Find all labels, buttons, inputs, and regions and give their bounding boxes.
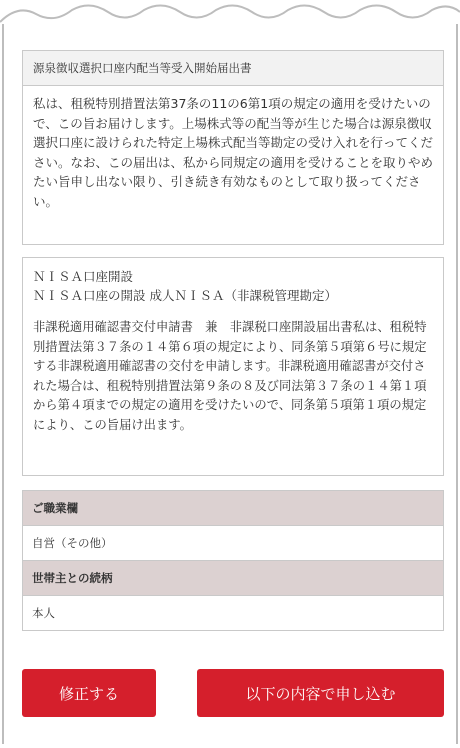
nisa-notice-body: 非課税適用確認書交付申請書 兼 非課税口座開設届出書私は、租税特別措置法第３７条の１４第６項の規定により、同条第５項第６号に規定する非課税適用確認書の交付を申請します。非課税適用確認書が交付された場合は、租税特別措置法第９条の８及び同法第３７条の１４第１項から第４項までの規定の適用を受けたいので、同条第５項第１項の規定により、この旨届け出ます。 (33, 320, 427, 432)
relation-value: 本人 (23, 596, 443, 630)
nisa-subtitle: ＮＩＳＡ口座の開設 成人ＮＩＳＡ（非課税管理勘定） (33, 288, 337, 303)
nisa-title: ＮＩＳＡ口座開設 (33, 269, 134, 284)
withholding-notice-body: 私は、租税特別措置法第37条の11の6第1項の規定の適用を受けたいので、この旨お届けします。上場株式等の配当等が生じた場合は源泉徴収選択口座に設けられた特定上場株式配当等勘定の受け入れを行ってください。なお、この届出は、私から同規定の適用を受けることを取りやめたい旨申し出ない限り、引き続き有効なものとして取り扱ってください。 (33, 96, 434, 209)
withholding-notice-title: 源泉徴収選択口座内配当等受入開始届出書 (23, 51, 443, 86)
nisa-notice-card (22, 257, 444, 476)
panel-left-border (2, 24, 4, 744)
profile-table (22, 490, 444, 631)
submit-application-button[interactable]: 以下の内容で申し込む (197, 669, 444, 717)
occupation-label: ご職業欄 (23, 491, 443, 526)
withholding-notice-card (22, 50, 444, 245)
relation-label: 世帯主との続柄 (23, 561, 443, 596)
edit-button[interactable]: 修正する (22, 669, 156, 717)
occupation-value: 自営（その他） (23, 526, 443, 561)
panel-right-border (456, 24, 458, 744)
torn-edge-decoration (0, 0, 460, 30)
